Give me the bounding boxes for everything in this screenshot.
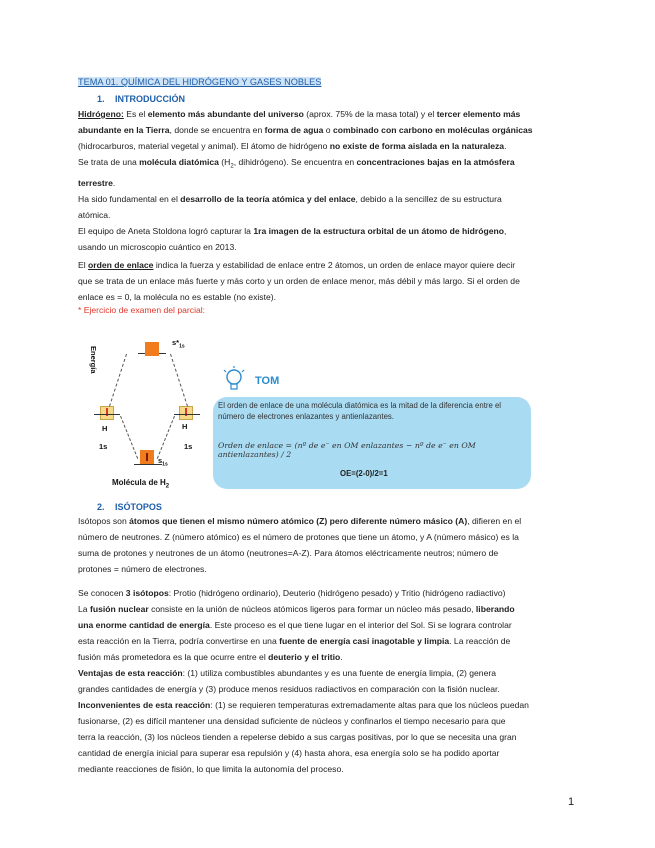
connector-right-bottom bbox=[157, 416, 175, 459]
sigma-bond-label: $s_{1s}$ bbox=[158, 456, 168, 468]
left-orbital-label: 1s bbox=[99, 442, 108, 451]
isotopos-line: Isótopos son átomos que tienen el mismo número atómico (Z) pero diferente número másico (A), difieren en el bbox=[78, 516, 522, 526]
intro-line: Se trata de una molécula diatómica ($H_2$, dihidrógeno). Se encuentra en concentraciones bajas en la atmósfera bbox=[78, 157, 515, 170]
fusion-line: grandes cantidades de energía y (3) produce menos residuos radiactivos en comparación con la fisión nuclear. bbox=[78, 684, 500, 694]
right-atom-label: H bbox=[182, 422, 188, 431]
connector-left-top bbox=[109, 354, 127, 407]
fusion-line: terra la reacción, (3) los núcleos tienden a repelerse debido a sus cargas positivas, por lo que se necesita una gran bbox=[78, 732, 517, 742]
enlace-line: El orden de enlace indica la fuerza y estabilidad de enlace entre 2 átomos, un orden de enlace mayor quiere decir bbox=[78, 260, 516, 270]
document-title: TEMA 01. QUÍMICA DEL HIDRÓGENO Y GASES NOBLES bbox=[78, 77, 322, 87]
lightbulb-icon bbox=[222, 366, 246, 394]
enlace-paragraph bbox=[78, 257, 578, 305]
right-atomic-level bbox=[174, 414, 200, 415]
section-heading-introduccion: 1. INTRODUCCIÓN bbox=[97, 94, 185, 104]
fusion-line: La fusión nuclear consiste en la unión de núcleos atómicos ligeros para formar un núcleo más pesado, liberando bbox=[78, 604, 515, 614]
fusion-line: cantidad de energía inicial para superar esa repulsión y (4) hasta ahora, esa energía solo se ha podido aportar bbox=[78, 748, 500, 758]
section-heading-isotopos: 2. ISÓTOPOS bbox=[97, 502, 162, 512]
fusion-line: esta reacción en la Tierra, podría convertirse en una fuente de energía casi inagotable y limpia. La reacción de bbox=[78, 636, 511, 646]
tom-result: OE=(2-0)/2=1 bbox=[340, 469, 388, 478]
tom-title: TOM bbox=[255, 375, 280, 387]
sigma-star-label: $s*_{1s}$ bbox=[172, 338, 185, 350]
page-number: 1 bbox=[568, 796, 575, 808]
intro-line: atómica. bbox=[78, 209, 111, 220]
intro-line: abundante en la Tierra, donde se encuentra en forma de agua o combinado con carbono en moléculas orgánicas bbox=[78, 125, 533, 135]
fusion-line: fusionarse, (2) es difícil mantener una densidad suficiente de núcleos y confinarlos el tiempo necesario para que bbox=[78, 716, 506, 726]
fusion-line: Inconvenientes de esta reacción: (1) se requieren temperaturas extremadamente altas para que los núcleos puedan bbox=[78, 700, 529, 710]
intro-line: Hidrógeno: Es el elemento más abundante del universo (aprox. 75% de la masa total) y el tercer elemento más bbox=[78, 109, 521, 119]
right-orbital-label: 1s bbox=[184, 442, 193, 451]
isotopos-line: número de neutrones. Z (número atómico) es el número de protones que tiene un átomo, y A (número másico) es la bbox=[78, 532, 519, 542]
fusion-line: Ventajas de esta reacción: (1) utiliza combustibles abundantes y es una fuente de energía limpia, (2) genera bbox=[78, 668, 497, 678]
energy-axis-label: Energía bbox=[89, 346, 98, 374]
fusion-line: fusión más prometedora es la que ocurre entre el deuterio y el tritio. bbox=[78, 652, 343, 662]
connector-left-bottom bbox=[120, 416, 138, 459]
fusion-line: Se conocen 3 isótopos: Protio (hidrógeno ordinario), Deuterio (hidrógeno pesado) y Tritio (hidrógeno radiactivo) bbox=[78, 588, 506, 598]
connector-right-top bbox=[170, 354, 188, 407]
intro-line: (hidrocarburos, material vegetal y animal). El átomo de hidrógeno no existe de forma aislada en la naturaleza. bbox=[78, 141, 507, 151]
intro-line: Ha sido fundamental en el desarrollo de la teoría atómica y del enlace, debido a la sencillez de su estructura bbox=[78, 193, 502, 204]
exercise-note: * Ejercicio de examen del parcial: bbox=[78, 305, 206, 315]
fusion-paragraph bbox=[78, 585, 578, 777]
enlace-line: que se trata de un enlace más fuerte y más corto y un orden de enlace menor, más débil y más largo. Si el orden de bbox=[78, 276, 520, 286]
left-atomic-level bbox=[94, 414, 120, 415]
isotopos-line: protones = número de electrones. bbox=[78, 564, 207, 574]
bond-electron-icon bbox=[146, 453, 148, 461]
left-atom-label: H bbox=[102, 424, 108, 433]
sigma-star-orbital bbox=[145, 342, 159, 356]
intro-paragraph bbox=[78, 106, 578, 255]
isotopos-paragraph bbox=[78, 513, 578, 577]
tom-text: El orden de enlace de una molécula diatómica es la mitad de la diferencia entre el número de electrones enlazantes y antienlazantes. bbox=[218, 401, 502, 421]
intro-line: El equipo de Aneta Stoldona logró capturar la 1ra imagen de la estructura orbital de un átomo de hidrógeno, bbox=[78, 225, 507, 236]
isotopos-line: suma de protones y neutrones de un átomo (neutrones=A-Z). Para átomos eléctricamente neutros; número de bbox=[78, 548, 499, 558]
enlace-line: enlace es = 0, la molécula no es estable (no existe). bbox=[78, 292, 277, 302]
intro-line: terrestre. bbox=[78, 177, 116, 188]
tom-formula: Orden de enlace = (nº de e⁻ en OM enlazantes − nº de e⁻ en OM antienlazantes) / 2 bbox=[218, 441, 476, 459]
intro-line: usando un microscopio cuántico en 2013. bbox=[78, 241, 237, 252]
fusion-line: mediante reacciones de fisión, lo que limita la autonomía del proceso. bbox=[78, 764, 344, 774]
fusion-line: una enorme cantidad de energía. Este proceso es el que tiene lugar en el interior del Sol. Si se lograra controlar bbox=[78, 620, 512, 630]
molecule-label: Molécula de $H_2$ bbox=[112, 478, 170, 490]
mo-diagram bbox=[84, 336, 214, 496]
